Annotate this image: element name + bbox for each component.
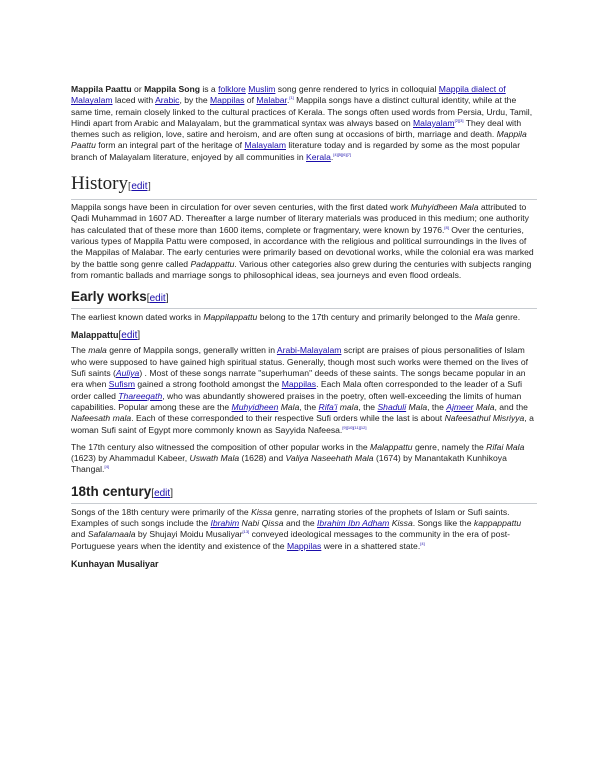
link-ibrahim-ibn-adham[interactable]: Ibrahim Ibn Adham <box>317 518 390 529</box>
link-mappilas[interactable]: Mappilas <box>210 95 245 106</box>
malappattu-paragraph-1: The mala genre of Mappila songs, generally written in Arabi-Malayalam script are praises of pious personalities of Islam who were supposed to have gained high spiritual status. Generally, though most such works were themed on the lives of Sufi saints (Auliya) . Most of these songs narrate "superhuman" deeds of these saints. The songs became popular in an era when Sufism gained a strong foothold amongst the Mappilas. Each Mala often corresponded to the leader of a Sufi order called Thareeqath, who was abundantly showered praises in the poetry, often well-exceeding the limits of human capabilities. Popular among these are the Muhyidheen Mala, the Rifa'i mala, the Shaduli Mala, the Ajmeer Mala, and the Nafeesath mala. Each of these corresponded to their respective Sufi orders while the last is about Nafeesathul Misriyya, a woman Sufi saint of Egypt more commonly known as Sayyida Nafeesa.[9][10][11][12] <box>71 345 534 435</box>
citation-9-12[interactable]: [9][10][11][12] <box>342 424 367 430</box>
link-rifai[interactable]: Rifa'i <box>318 401 338 412</box>
link-arabic[interactable]: Arabic <box>155 95 180 106</box>
18th-century-paragraph: Songs of the 18th century were primarily of the Kissa genre, narrating stories of the prophets of Islam or Sufi saints. Examples of such songs include the Ibrahim Nabi Qissa and the Ibrahim Ibn Adham Kissa. Songs like the kappappattu and Safalamaala by Shujayi Moidu Musaliyar[13] conveyed ideological messages to the community in the era of post-Portuguese years when the identity and existence of the Mappilas were in a shattered state.[4] <box>71 506 522 551</box>
link-mappilas-2[interactable]: Mappilas <box>281 379 317 390</box>
article <box>71 84 537 574</box>
link-auliya[interactable]: Auliya <box>115 368 140 379</box>
early-works-paragraph: The earliest known dated works in Mappilappattu belong to the 17th century and primarily belonged to the Mala genre. <box>71 312 521 323</box>
malappattu-paragraph-2: The 17th century also witnessed the composition of other popular works in the Malappattu genre, namely the Rifai Mala (1623) by Ahammadul Kabeer, Uswath Mala (1628) and Valiya Naseehath Mala (1674) by Manantakath Kunhikoya Thangal.[4] <box>71 441 525 475</box>
heading-history: History[edit] <box>71 173 537 200</box>
history-paragraph: Mappila songs have been in circulation for over seven centuries, with the first dated work Muhyidheen Mala attributed to Qadi Muhammad in 1607 AD. Thereafter a large number of literary materials was produced in this medium; one authority has calculated that of these more than 1600 items, complete or fragmentary, were known by 1976.[8] Over the centuries, various types of Mappila Pattu were composed, in accordance with the religious and political surroundings in the lives of the Mappilas of Malabar. The early centuries were primarily based on devotional works, while the colonial era was marked by the battle song genre called Padappattu. Various other categories also grew during the centuries with subjects ranging from romantic ballads and marriage songs to philosophical ideas, sea journeys and even flood ordeals. <box>71 202 534 280</box>
link-sufism[interactable]: Sufism <box>108 379 136 390</box>
citation-4b[interactable]: [4] <box>104 464 109 470</box>
edit-malappattu-link[interactable]: edit <box>121 330 138 342</box>
citation-2-3[interactable]: [2][3] <box>454 118 464 124</box>
citation-8[interactable]: [8] <box>444 224 449 230</box>
link-muhyidheen[interactable]: Muhyidheen <box>231 401 279 412</box>
link-mappilas-3[interactable]: Mappilas <box>286 540 322 551</box>
intro-paragraph: Mappila Paattu or Mappila Song is a folklore Muslim song genre rendered to lyrics in colloquial Mappila dialect of Malayalam laced with Arabic, by the Mappilas of Malabar.[1] Mappila songs have a distinct cultural identity, while at the same time, remain closely linked to the cultural practices of Kerala. The songs often used words from Persia, Urdu, Tamil, Hindi apart from Arabic and Malayalam, but the grammatical syntax was always based on Malayalam[2][3] They deal with themes such as religion, love, satire and heroism, and are often sung at occasions of birth, marriage and death. Mappila Paattu form an integral part of the heritage of Malayalam literature today and is regarded by some as the most popular branch of Malayalam literature, enjoyed by all communities in Kerala.[4][5][6][7] <box>71 84 533 162</box>
link-ajmeer[interactable]: Ajmeer <box>446 401 474 412</box>
citation-4-7[interactable]: [4][5][6][7] <box>333 151 352 157</box>
link-thareeqath[interactable]: Thareeqath <box>118 390 163 401</box>
edit-18th-century-link[interactable]: edit <box>154 487 171 499</box>
link-arabi-malayalam[interactable]: Arabi-Malayalam <box>276 345 342 356</box>
edit-early-works-link[interactable]: edit <box>149 293 166 305</box>
link-malayalam-literature[interactable]: Malayalam <box>244 140 286 151</box>
heading-18th-century: 18th century[edit] <box>71 483 537 504</box>
link-shaduli[interactable]: Shaduli <box>377 401 407 412</box>
citation-4c[interactable]: [4] <box>420 540 425 546</box>
citation-1[interactable]: [1] <box>289 95 294 101</box>
link-kerala[interactable]: Kerala <box>306 151 331 162</box>
link-malabar[interactable]: Malabar <box>256 95 287 106</box>
link-mappila-dialect[interactable]: Mappila dialect of Malayalam <box>71 84 506 106</box>
heading-kunhayan-musaliyar: Kunhayan Musaliyar <box>71 558 159 569</box>
edit-history-link[interactable]: edit <box>131 181 148 193</box>
heading-early-works: Early works[edit] <box>71 288 537 309</box>
heading-malappattu: Malappattu[edit] <box>71 330 141 342</box>
citation-13[interactable]: [13] <box>242 529 250 535</box>
link-muslim[interactable]: Muslim <box>248 84 276 94</box>
link-ibrahim[interactable]: Ibrahim <box>210 518 240 529</box>
link-folklore[interactable]: folklore <box>218 84 246 94</box>
link-malayalam[interactable]: Malayalam <box>413 117 455 128</box>
